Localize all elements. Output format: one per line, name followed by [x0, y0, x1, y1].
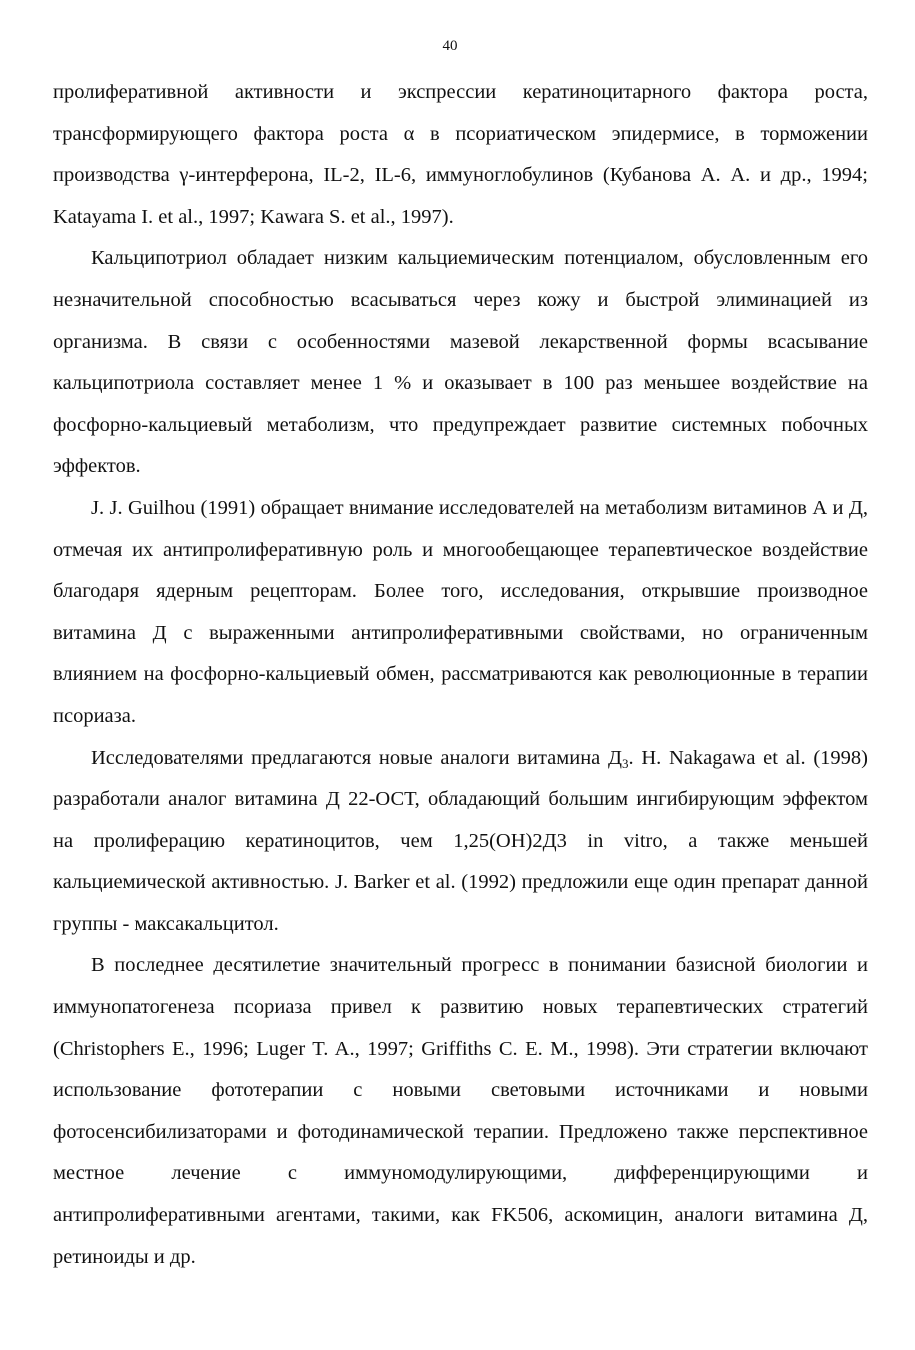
paragraph-guilhou: J. J. Guilhou (1991) обращает внимание исследователей на метаболизм витаминов А и Д, отмечая их антипролиферативную роль и многообещающее терапевтическое воздействие благодаря ядерным рецепторам. Более того, исследования, открывшие производное витамина Д с выраженными антипролиферативными свойствами, но ограниченным влиянием на фосфорно-кальциевый обмен, рассматриваются как революционные в терапии псориаза. [53, 496, 868, 727]
paragraph-vitamin-d3-text-start: Исследователями предлагаются новые аналоги витамина Д [91, 746, 622, 769]
paragraph-continuation: пролиферативной активности и экспрессии кератиноцитарного фактора роста, трансформирующего фактора роста α в псориатическом эпидермисе, в торможении производства γ-интерферона, IL-2, IL-6, иммуноглобулинов (Кубанова А. А. и др., 1994; Katayama I. et al., 1997; Kawara S. et al., 1997). [53, 81, 868, 228]
body-text [53, 72, 868, 1278]
page-number: 40 [442, 38, 458, 54]
paragraph-vitamin-d3-text-end: . H. Nakagawa et al. (1998) разработали аналог витамина Д 22-ОСТ, обладающий большим ингибирующим эффектом на пролиферацию кератиноцитов, чем 1,25(OH)2Д3 in vitro, а также меньшей кальциемической активностью. J. Barker et al. (1992) предложили еще один препарат данной группы - максакальцитол. [53, 746, 868, 935]
paragraph-therapeutic-strategies: В последнее десятилетие значительный прогресс в понимании базисной биологии и иммунопатогенеза псориаза привел к развитию новых терапевтических стратегий (Christophers E., 1996; Luger T. A., 1997; Griffiths C. E. M., 1998). Эти стратегии включают использование фототерапии с новыми световыми источниками и новыми фотосенсибилизаторами и фотодинамической терапии. Предложено также перспективное местное лечение с иммуномодулирующими, дифференцирующими и антипролиферативными агентами, такими, как FK506, аскомицин, аналоги витамина Д, ретиноиды и др. [53, 954, 868, 1268]
paragraph-calcipotriol: Кальципотриол обладает низким кальциемическим потенциалом, обусловленным его незначительной способностью всасываться через кожу и быстрой элиминацией из организма. В связи с особенностями мазевой лекарственной формы всасывание кальципотриола составляет менее 1 % и оказывает в 100 раз меньшее воздействие на фосфорно-кальциевый метаболизм, что предупреждает развитие системных побочных эффектов. [53, 247, 868, 478]
subscript-3: 3 [621, 755, 629, 771]
paragraph-vitamin-d3-analogs [53, 738, 868, 946]
